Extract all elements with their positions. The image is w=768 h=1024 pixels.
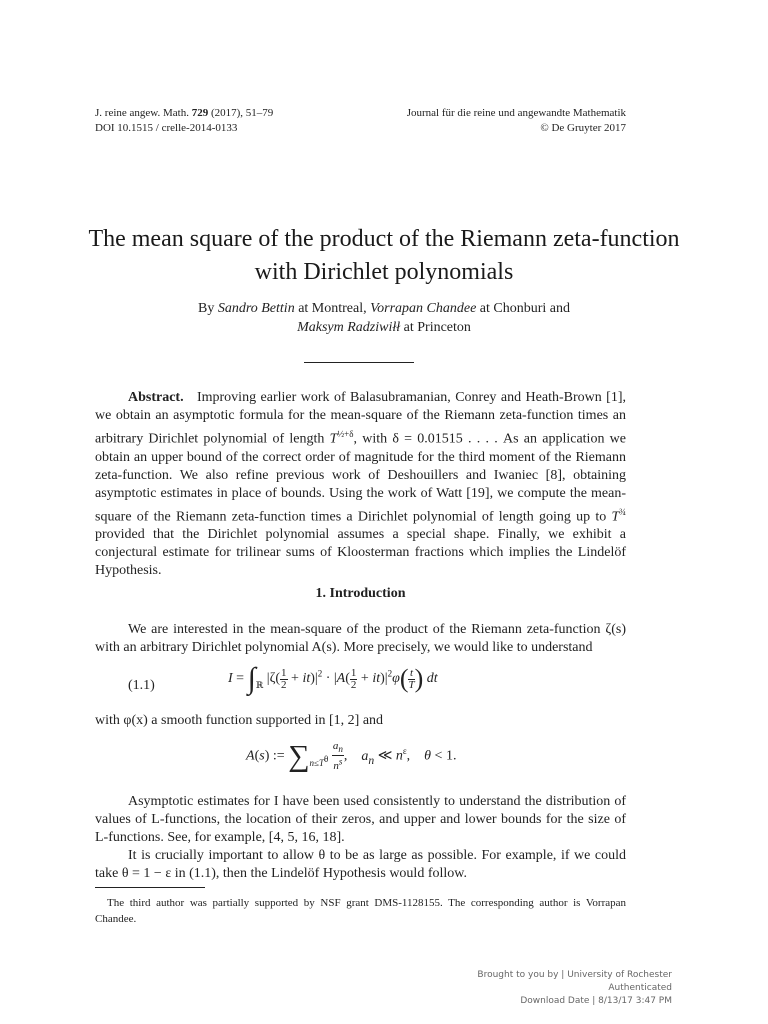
math-inline: T [611,509,620,525]
author-affiliation: at Montreal, [298,301,367,316]
by-label: By [197,301,215,316]
copyright: © De Gruyter 2017 [540,122,626,134]
paper-title: The mean square of the product of the Riemann zeta-function with Dirichlet polynomials [88,226,680,285]
author-affiliation: at Chonburi and [479,301,571,316]
author-name: Maksym Radziwiłł [297,320,401,335]
equation-dirichlet: A(s) := $\sum_{n\le T^\theta}$ $\frac{a_n}{n^s}$ , $a_n$ ≪ $n^\varepsilon$, θ < 1. [246,739,457,773]
author-name: Vorrapan Chandee [370,301,477,316]
footnote-divider [95,887,205,888]
journal-header [407,106,626,136]
author-name: Sandro Bettin [217,301,295,316]
intro-paragraph: We are interested in the mean-square of the product of the Riemann zeta-function ζ(s) with an arbitrary Dirichlet polynomial A(s). More precisely, we would like to understand [95,622,626,655]
equation-1-1: $I = \int_ℝ$ |ζ( $\frac{1}{2}$ + $it)|^2 \cdot |A$( $\frac{1}{2}$ + $it)|^2\varphi$( $\frac{t}{T}$ ) dt [228,662,438,695]
equation-intro: with φ(x) a smooth function supported in [1, 2] and [95,713,384,728]
paragraph: It is crucially important to allow θ to be as large as possible. For example, if we could take θ = 1 − ε in (1.1), then the Lindelöf Hypothesis would follow. [95,848,626,881]
auth-line: Authenticated [608,983,672,993]
math-inline: T [329,431,338,447]
math-exponent: ¾ [619,506,626,517]
abstract-label: Abstract. [128,390,184,405]
author-line-1 [80,299,688,318]
section-heading: 1. Introduction [315,586,406,601]
download-stamp [477,969,672,1008]
footnote: The third author was partially supported by NSF grant DMS-1128155. The corresponding author is Vorrapan Chandee. [95,897,626,925]
equation-number: (1.1) [128,678,155,693]
provider-line: Brought to you by | University of Rochester [477,970,672,980]
citation-line [95,106,273,121]
sum-sign: ∑ [288,739,310,773]
journal-name: Journal für die reine und angewandte Mathematik [406,107,626,119]
author-list [80,299,688,337]
math-exponent: ½+δ [337,429,354,439]
doi: DOI 10.1515 / crelle-2014-0133 [95,122,238,134]
abstract [95,389,626,580]
integral-sign: ∫ [247,662,256,695]
abstract-text: provided that the Dirichlet polynomial assumes a special shape. Finally, we exhibit a conjectural estimate for trilinear sums of Kloosterman fractions which implies the Lindelöf Hypothesis. [95,527,626,579]
author-line-2 [80,318,688,337]
journal-abbrev: J. reine angew. Math. [95,107,189,119]
intro-paragraphs [95,793,626,883]
abstract-text: , with δ = 0.01515 . . . . As an application we obtain an upper bound of the correct order of magnitude for the third moment of the Riemann zeta-function. We also refine previous work of Deshouillers and Iwaniec [8], obtaining asymptotic estimates in place of bounds. Using the work of Watt [19], we compute the mean-square of the Riemann zeta-function times a Dirichlet polynomial of length going up to [95,431,627,525]
journal-citation [95,106,273,136]
download-date: Download Date | 8/13/17 3:47 PM [520,996,672,1006]
year-pages: (2017), 51–79 [210,107,274,119]
paragraph: Asymptotic estimates for I have been used consistently to understand the distribution of values of L-functions, the location of their zeros, and upper and lower bounds for the size of L-functions. See, for example, [4, 5, 16, 18]. [95,794,626,845]
author-affiliation: at Princeton [403,320,471,335]
title-divider [304,362,414,363]
abstract-text: Improving earlier work of Balasubramanian, Conrey and Heath-Brown [1], we obtain an asymptotic formula for the mean-square of the Riemann zeta-function times an arbitrary Dirichlet polynomial of length [95,390,627,447]
volume-number: 729 [191,107,209,119]
